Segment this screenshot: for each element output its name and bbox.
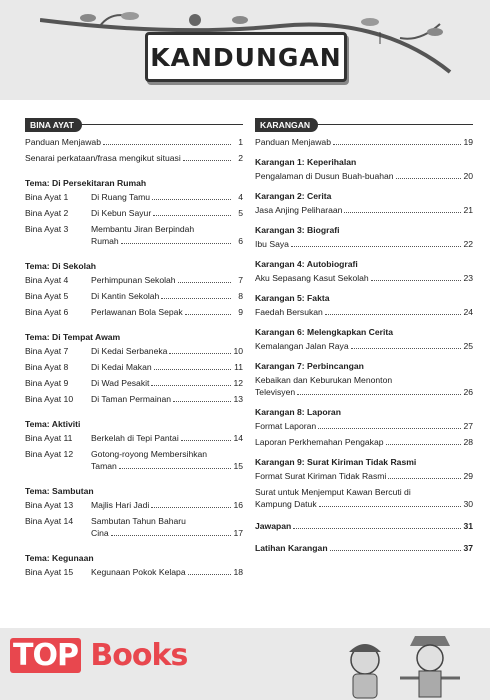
dot-leader xyxy=(351,340,461,349)
bina-ayat-text: Di Wad Pesakit xyxy=(91,378,150,388)
karangan-entry xyxy=(255,272,473,284)
bina-ayat-row xyxy=(25,306,243,318)
bina-ayat-entry xyxy=(91,345,243,357)
page-number: 5 xyxy=(238,208,243,218)
dot-leader xyxy=(183,152,231,161)
logo-part-2: Books xyxy=(90,638,188,673)
page-number: 12 xyxy=(233,378,243,388)
bina-ayat-entry xyxy=(91,515,243,539)
tail-text: Jawapan xyxy=(255,521,292,531)
page-number: 8 xyxy=(238,291,243,301)
bina-ayat-row xyxy=(25,432,243,444)
bina-ayat-row xyxy=(25,191,243,203)
dot-leader xyxy=(188,566,231,575)
karangan-entry xyxy=(255,170,473,182)
bina-ayat-row xyxy=(25,393,243,405)
karangan-text: Televisyen xyxy=(255,387,296,397)
bina-ayat-text: Rumah xyxy=(91,236,119,246)
dot-leader xyxy=(386,436,461,445)
bina-ayat-text: Membantu Jiran Berpindah xyxy=(91,224,195,234)
bina-ayat-entry xyxy=(91,499,243,511)
karangan-column xyxy=(255,118,473,556)
karangan-text: Ibu Saya xyxy=(255,239,289,249)
karangan-text: Kampung Datuk xyxy=(255,499,317,509)
bina-ayat-text: Kegunaan Pokok Kelapa xyxy=(91,567,186,577)
karangan-entry xyxy=(255,374,473,398)
bina-ayat-body xyxy=(91,191,243,203)
bina-ayat-entry xyxy=(91,566,243,578)
bina-ayat-entry xyxy=(91,290,243,302)
karangan-text: Faedah Bersukan xyxy=(255,307,323,317)
karangan-heading: Karangan 3: Biografi xyxy=(255,225,340,235)
page-number: 23 xyxy=(463,273,473,283)
bina-ayat-last-line xyxy=(91,191,243,203)
bina-ayat-code: Bina Ayat 1 xyxy=(25,192,69,202)
bina-ayat-code: Bina Ayat 9 xyxy=(25,378,69,388)
dot-leader xyxy=(396,170,461,179)
page-number: 10 xyxy=(233,346,243,356)
bina-ayat-code: Bina Ayat 2 xyxy=(25,208,69,218)
page-number: 15 xyxy=(233,461,243,471)
dot-leader xyxy=(111,527,231,536)
bina-ayat-body xyxy=(91,393,243,405)
dot-leader xyxy=(121,235,231,244)
karangan-entry xyxy=(255,486,473,510)
bina-ayat-row xyxy=(25,499,243,511)
page-number: 30 xyxy=(463,499,473,509)
karangan-section-bar xyxy=(255,118,473,132)
bina-ayat-entry xyxy=(91,361,243,373)
bina-ayat-last-line xyxy=(91,290,243,302)
karangan-heading: Karangan 5: Fakta xyxy=(255,293,330,303)
karangan-last-line xyxy=(255,498,473,510)
page-number: 2 xyxy=(238,153,243,163)
page-number: 4 xyxy=(238,192,243,202)
bina-ayat-text: Di Kedai Makan xyxy=(91,362,152,372)
dot-leader xyxy=(169,345,231,354)
bina-ayat-row xyxy=(25,377,243,389)
child-illustration xyxy=(335,638,395,700)
page-number: 26 xyxy=(463,387,473,397)
bina-ayat-text: Cina xyxy=(91,528,109,538)
karangan-entry xyxy=(255,306,473,318)
karangan-last-line xyxy=(255,340,473,352)
bina-ayat-body xyxy=(91,377,243,389)
bina-ayat-entry xyxy=(91,448,243,472)
intro-text: Panduan Menjawab xyxy=(255,137,331,147)
page-number: 25 xyxy=(463,341,473,351)
bina-ayat-body xyxy=(91,432,243,444)
bina-ayat-last-line xyxy=(91,460,243,472)
karangan-text: Laporan Perkhemahan Pengakap xyxy=(255,437,384,447)
intro-text: Senarai perkataan/frasa mengikut situasi xyxy=(25,153,181,163)
page-number: 37 xyxy=(463,543,473,553)
bina-ayat-text: Majlis Hari Jadi xyxy=(91,500,150,510)
karangan-last-line xyxy=(255,420,473,432)
karangan-entry xyxy=(255,238,473,250)
bina-ayat-entry xyxy=(91,191,243,203)
dot-leader xyxy=(119,460,231,469)
bina-ayat-last-line xyxy=(91,207,243,219)
dot-leader xyxy=(333,136,461,145)
intro-entry xyxy=(25,152,243,164)
karangan-text: Pengalaman di Dusun Buah-buahan xyxy=(255,171,394,181)
bina-ayat-body xyxy=(91,207,243,219)
page-number: 9 xyxy=(238,307,243,317)
karangan-last-line xyxy=(255,470,473,482)
karangan-text: Kemalangan Jalan Raya xyxy=(255,341,349,351)
karangan-last-line xyxy=(255,386,473,398)
karangan-text: Format Laporan xyxy=(255,421,317,431)
bina-ayat-entry xyxy=(91,306,243,318)
page-number: 17 xyxy=(233,528,243,538)
karangan-entry xyxy=(255,420,473,432)
dot-leader xyxy=(153,207,231,216)
bina-ayat-last-line xyxy=(91,377,243,389)
bina-ayat-last-line xyxy=(91,361,243,373)
dot-leader xyxy=(103,136,231,145)
karangan-text: Jasa Anjing Peliharaan xyxy=(255,205,343,215)
bina-ayat-last-line xyxy=(91,274,243,286)
bina-ayat-last-line xyxy=(91,566,243,578)
publisher-logo xyxy=(10,638,187,673)
bina-ayat-body xyxy=(91,345,243,357)
dot-leader xyxy=(319,498,461,507)
bina-ayat-code: Bina Ayat 7 xyxy=(25,346,69,356)
karangan-heading: Karangan 1: Keperihalan xyxy=(255,157,357,167)
intro-entry xyxy=(25,136,243,148)
karangan-last-line xyxy=(255,306,473,318)
bina-ayat-code: Bina Ayat 8 xyxy=(25,362,69,372)
bina-ayat-text: Sambutan Tahun Baharu xyxy=(91,516,186,526)
dot-leader xyxy=(344,204,461,213)
karangan-heading: Karangan 2: Cerita xyxy=(255,191,332,201)
karangan-heading: Karangan 4: Autobiografi xyxy=(255,259,358,269)
bina-ayat-code: Bina Ayat 13 xyxy=(25,500,74,510)
theme-heading: Tema: Kegunaan xyxy=(25,553,94,563)
bina-ayat-last-line xyxy=(91,306,243,318)
page-number: 6 xyxy=(238,236,243,246)
page-number: 29 xyxy=(463,471,473,481)
bina-ayat-text: Taman xyxy=(91,461,117,471)
dot-leader xyxy=(291,238,461,247)
title-board xyxy=(145,32,347,82)
dot-leader xyxy=(388,470,461,479)
karangan-text: Format Surat Kiriman Tidak Rasmi xyxy=(255,471,387,481)
karangan-text: Kebaikan dan Keburukan Menonton xyxy=(255,375,393,385)
page-number: 20 xyxy=(463,171,473,181)
dot-leader xyxy=(178,274,231,283)
bina-ayat-row xyxy=(25,566,243,578)
karangan-heading: Karangan 6: Melengkapkan Cerita xyxy=(255,327,394,337)
page-number: 28 xyxy=(463,437,473,447)
tail-entry xyxy=(255,520,473,532)
bina-ayat-entry xyxy=(91,223,243,247)
karangan-last-line xyxy=(255,170,473,182)
bina-ayat-column xyxy=(25,118,243,582)
bina-ayat-code: Bina Ayat 4 xyxy=(25,275,69,285)
bina-ayat-body xyxy=(91,499,243,511)
bina-ayat-row xyxy=(25,448,243,472)
bina-ayat-last-line xyxy=(91,235,243,247)
karangan-section-label: KARANGAN xyxy=(255,118,318,132)
bina-ayat-entry xyxy=(91,432,243,444)
karangan-heading: Karangan 8: Laporan xyxy=(255,407,341,417)
karangan-entry xyxy=(255,470,473,482)
bina-ayat-code: Bina Ayat 14 xyxy=(25,516,74,526)
bina-ayat-row xyxy=(25,345,243,357)
page-number: 19 xyxy=(463,137,473,147)
page-number: 16 xyxy=(233,500,243,510)
bina-ayat-body xyxy=(91,566,243,578)
theme-heading: Tema: Aktiviti xyxy=(25,419,81,429)
bina-ayat-row xyxy=(25,515,243,539)
bina-ayat-text: Di Taman Permainan xyxy=(91,394,172,404)
bina-ayat-row xyxy=(25,207,243,219)
dot-leader xyxy=(151,499,231,508)
bina-ayat-body xyxy=(91,274,243,286)
dot-leader xyxy=(161,290,231,299)
karangan-text: Aku Sepasang Kasut Sekolah xyxy=(255,273,369,283)
bina-ayat-last-line xyxy=(91,393,243,405)
bina-ayat-text: Di Kantin Sekolah xyxy=(91,291,160,301)
bina-ayat-body xyxy=(91,290,243,302)
bina-ayat-last-line xyxy=(91,345,243,357)
intro-text: Panduan Menjawab xyxy=(25,137,101,147)
bina-ayat-text: Di Kebun Sayur xyxy=(91,208,152,218)
page-number: 7 xyxy=(238,275,243,285)
tail-entry xyxy=(255,542,473,554)
bina-ayat-body xyxy=(91,223,243,247)
page-number: 1 xyxy=(238,137,243,147)
karangan-heading: Karangan 7: Perbincangan xyxy=(255,361,364,371)
karangan-entry xyxy=(255,340,473,352)
karangan-entry xyxy=(255,204,473,216)
bina-ayat-code: Bina Ayat 6 xyxy=(25,307,69,317)
bina-ayat-text: Perlawanan Bola Sepak xyxy=(91,307,183,317)
bina-ayat-text: Di Kedai Serbaneka xyxy=(91,346,168,356)
page-number: 14 xyxy=(233,433,243,443)
bina-ayat-entry xyxy=(91,377,243,389)
dot-leader xyxy=(371,272,461,281)
bina-ayat-text: Gotong-royong Membersihkan xyxy=(91,449,208,459)
dot-leader xyxy=(154,361,231,370)
bina-ayat-last-line xyxy=(91,499,243,511)
bina-ayat-code: Bina Ayat 3 xyxy=(25,224,69,234)
bina-ayat-code: Bina Ayat 11 xyxy=(25,433,73,443)
bina-ayat-text: Berkelah di Tepi Pantai xyxy=(91,433,179,443)
karangan-entry xyxy=(255,436,473,448)
karangan-last-line xyxy=(255,238,473,250)
page-title: KANDUNGAN xyxy=(150,42,342,72)
page-number: 11 xyxy=(234,362,243,372)
karangan-last-line xyxy=(255,272,473,284)
bina-ayat-section-bar xyxy=(25,118,243,132)
bina-ayat-row xyxy=(25,223,243,247)
bina-ayat-entry xyxy=(91,393,243,405)
bina-ayat-entry xyxy=(91,207,243,219)
karangan-last-line xyxy=(255,436,473,448)
bina-ayat-last-line xyxy=(91,432,243,444)
bina-ayat-code: Bina Ayat 5 xyxy=(25,291,69,301)
theme-heading: Tema: Di Sekolah xyxy=(25,261,96,271)
theme-heading: Tema: Di Tempat Awam xyxy=(25,332,121,342)
bina-ayat-body xyxy=(91,361,243,373)
bina-ayat-body xyxy=(91,515,243,539)
bina-ayat-text: Di Ruang Tamu xyxy=(91,192,151,202)
bina-ayat-code: Bina Ayat 12 xyxy=(25,449,74,459)
dot-leader xyxy=(185,306,231,315)
dot-leader xyxy=(181,432,231,441)
dot-leader xyxy=(325,306,461,315)
bina-ayat-last-line xyxy=(91,527,243,539)
karangan-last-line xyxy=(255,204,473,216)
theme-heading: Tema: Sambutan xyxy=(25,486,94,496)
logo-part-1: TOP xyxy=(10,638,81,673)
dot-leader xyxy=(297,386,461,395)
page-number: 27 xyxy=(463,421,473,431)
header-band xyxy=(0,0,490,100)
bina-ayat-code: Bina Ayat 10 xyxy=(25,394,74,404)
page-number: 22 xyxy=(463,239,473,249)
bina-ayat-row xyxy=(25,290,243,302)
dot-leader xyxy=(330,542,461,551)
bina-ayat-section-label: BINA AYAT xyxy=(25,118,82,132)
bina-ayat-entry xyxy=(91,274,243,286)
bina-ayat-code: Bina Ayat 15 xyxy=(25,567,74,577)
bina-ayat-row xyxy=(25,274,243,286)
dot-leader xyxy=(173,393,231,402)
bina-ayat-text: Perhimpunan Sekolah xyxy=(91,275,176,285)
bina-ayat-row xyxy=(25,361,243,373)
page-number: 24 xyxy=(463,307,473,317)
intro-entry xyxy=(255,136,473,148)
dot-leader xyxy=(151,377,231,386)
scarecrow-illustration xyxy=(395,632,465,700)
dot-leader xyxy=(293,520,461,529)
karangan-heading: Karangan 9: Surat Kiriman Tidak Rasmi xyxy=(255,457,417,467)
page-number: 13 xyxy=(233,394,243,404)
dot-leader xyxy=(152,191,231,200)
page-number: 21 xyxy=(463,205,473,215)
tail-text: Latihan Karangan xyxy=(255,543,328,553)
karangan-text: Surat untuk Menjemput Kawan Bercuti di xyxy=(255,487,411,497)
theme-heading: Tema: Di Persekitaran Rumah xyxy=(25,178,147,188)
bina-ayat-body xyxy=(91,448,243,472)
bina-ayat-body xyxy=(91,306,243,318)
page-number: 31 xyxy=(463,521,473,531)
dot-leader xyxy=(318,420,461,429)
page-number: 18 xyxy=(233,567,243,577)
